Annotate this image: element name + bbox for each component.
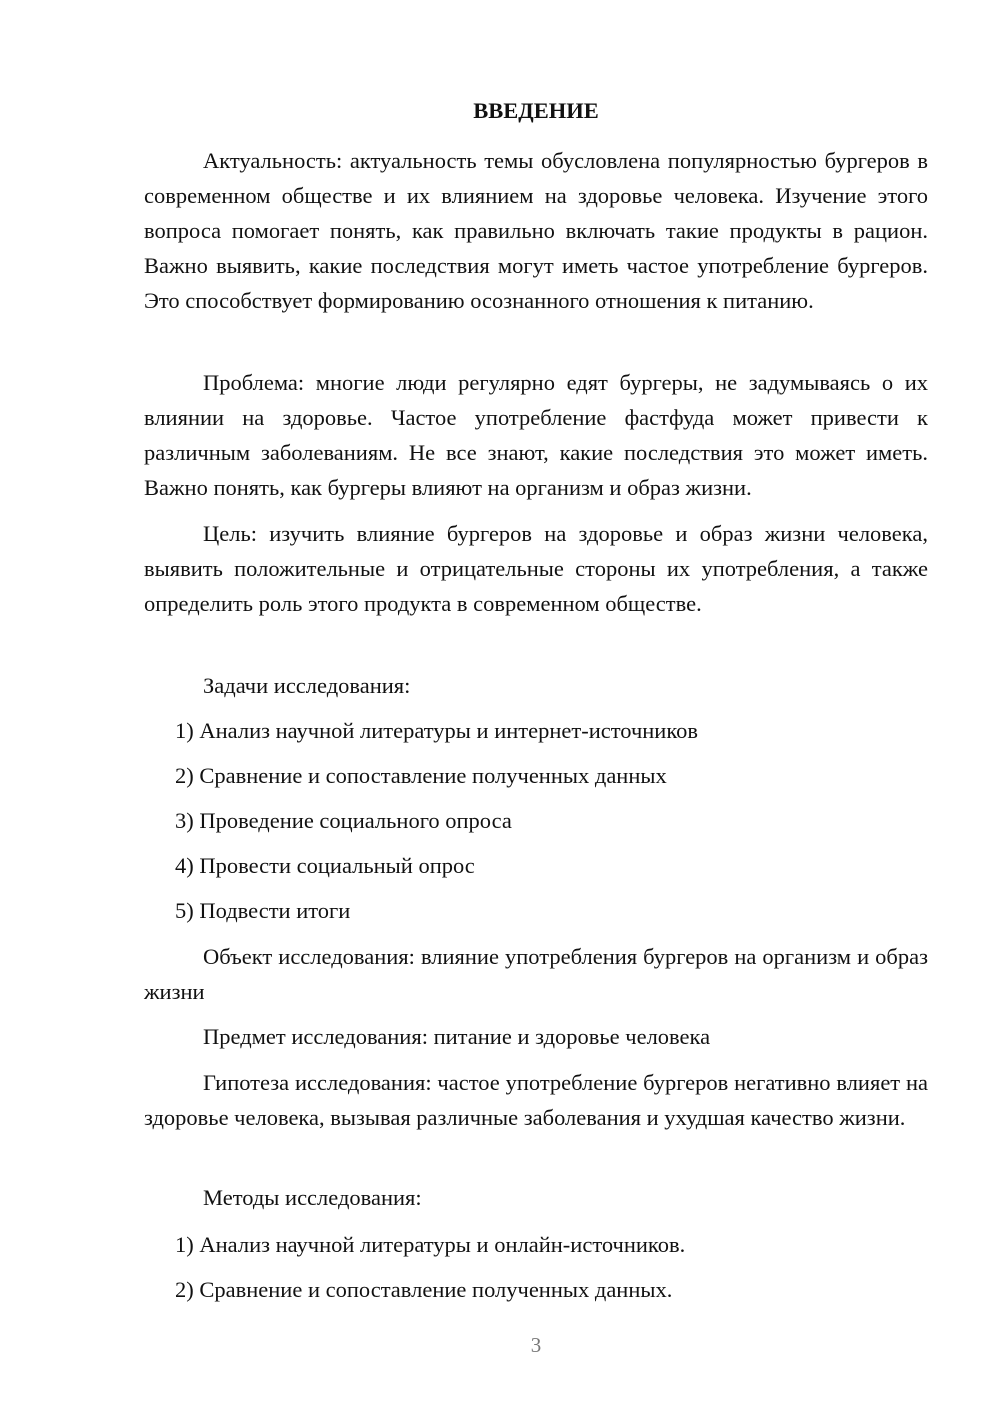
subject-paragraph: Предмет исследования: питание и здоровье человека	[203, 1024, 711, 1049]
relevance-paragraph: Актуальность: актуальность темы обусловлена популярностью бургеров в современном обществе и их влиянием на здоровье человека. Изучение этого вопроса помогает понять, как правильно включать такие продукты в рацион. Важно выявить, какие последствия могут иметь частое употребление бургеров. Это способствует формированию осознанного отношения к питанию.	[144, 148, 928, 313]
task-item-5: 5) Подвести итоги	[175, 898, 351, 923]
task-item-2: 2) Сравнение и сопоставление полученных данных	[175, 763, 667, 788]
task-item-3: 3) Проведение социального опроса	[175, 808, 512, 833]
task-item-1: 1) Анализ научной литературы и интернет-источников	[175, 718, 699, 743]
method-item-1: 1) Анализ научной литературы и онлайн-источников.	[175, 1232, 686, 1257]
method-item-2: 2) Сравнение и сопоставление полученных данных.	[175, 1277, 673, 1302]
hypothesis-paragraph: Гипотеза исследования: частое употребление бургеров негативно влияет на здоровье человека, вызывая различные заболевания и ухудшая качество жизни.	[144, 1070, 928, 1130]
methods-heading: Методы исследования:	[203, 1185, 422, 1210]
page-title: ВВЕДЕНИЕ	[473, 98, 599, 123]
goal-paragraph: Цель: изучить влияние бургеров на здоровье и образ жизни человека, выявить положительные и отрицательные стороны их употребления, а также определить роль этого продукта в современном обществе.	[144, 521, 928, 616]
problem-paragraph: Проблема: многие люди регулярно едят бургеры, не задумываясь о их влиянии на здоровье. Частое употребление фастфуда может привести к различным заболеваниям. Не все знают, какие последствия это может иметь. Важно понять, как бургеры влияют на организм и образ жизни.	[144, 370, 928, 500]
object-paragraph: Объект исследования: влияние употребления бургеров на организм и образ жизни	[144, 944, 928, 1004]
tasks-heading: Задачи исследования:	[203, 673, 411, 698]
task-item-4: 4) Провести социальный опрос	[175, 853, 475, 878]
page-number: 3	[530, 1333, 542, 1357]
